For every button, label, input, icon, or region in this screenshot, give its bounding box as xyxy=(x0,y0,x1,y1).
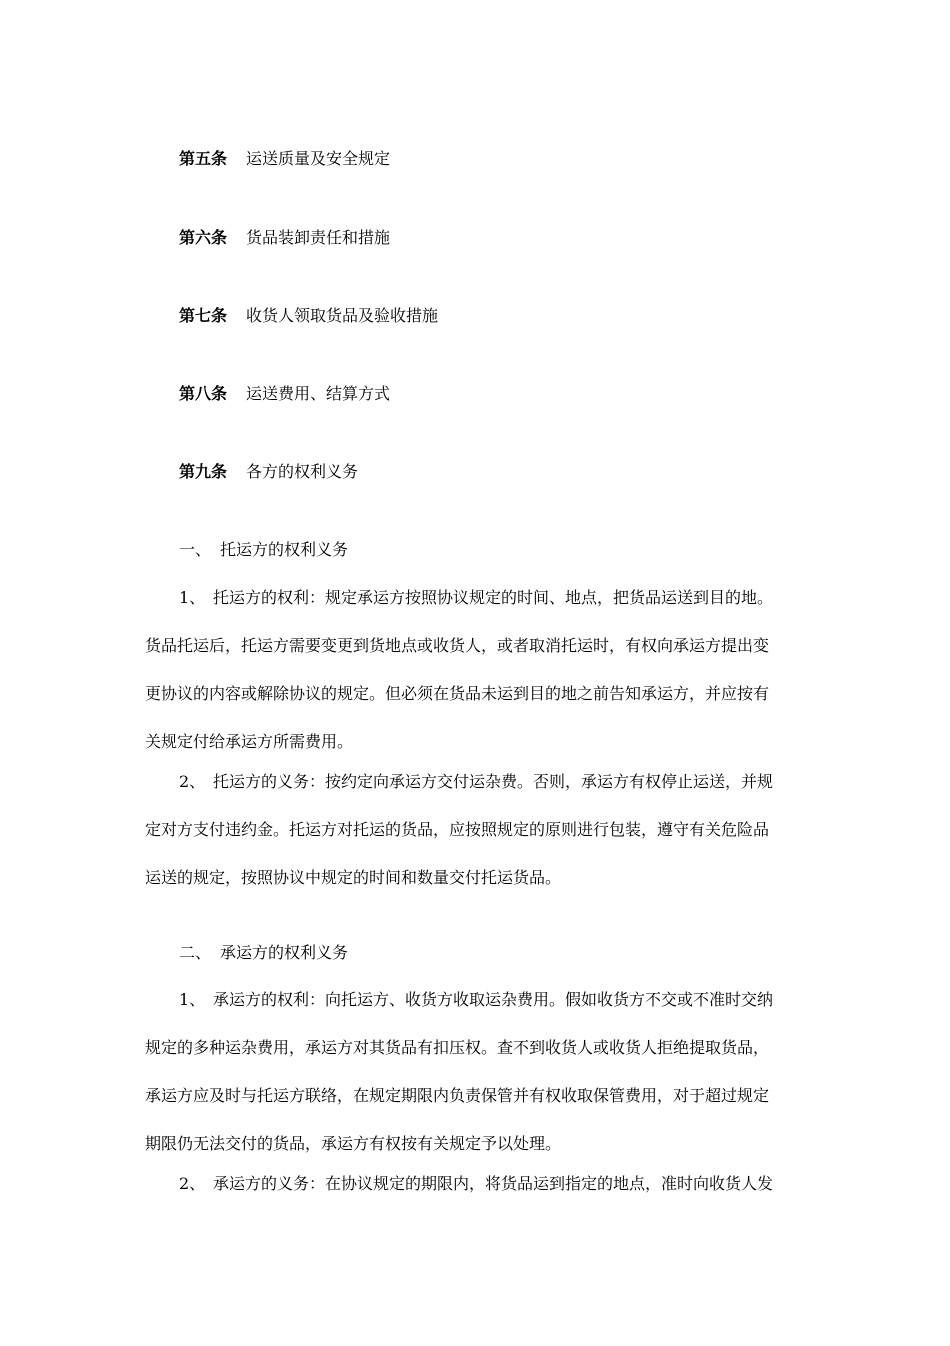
article-number: 第六条 xyxy=(179,228,228,247)
section-title: 托运方的权利义务 xyxy=(220,540,349,559)
paragraph-1-1 xyxy=(145,574,805,766)
article-6 xyxy=(179,228,390,248)
article-title: 各方的权利义务 xyxy=(246,462,359,481)
article-number: 第九条 xyxy=(179,462,228,481)
paragraph-number: 2、 xyxy=(179,772,206,791)
article-title: 收货人领取货品及验收措施 xyxy=(246,306,439,325)
paragraph-line: 货品托运后，托运方需要变更到货地点或收货人，或者取消托运时，有权向承运方提出变 xyxy=(145,636,770,655)
paragraph-line: 运送的规定，按照协议中规定的时间和数量交付托运货品。 xyxy=(145,868,562,887)
article-5 xyxy=(179,149,390,169)
paragraph-line: 2、 承运方的义务：在协议规定的期限内，将货品运到指定的地点，准时向收货人发 xyxy=(145,1160,805,1208)
section-title: 承运方的权利义务 xyxy=(220,943,349,962)
paragraph-number: 1、 xyxy=(179,588,206,607)
paragraph-number: 2、 xyxy=(179,1174,206,1193)
section-number: 一、 xyxy=(179,540,212,559)
article-number: 第八条 xyxy=(179,384,228,403)
article-title: 运送质量及安全规定 xyxy=(246,149,391,168)
paragraph-line: 关规定付给承运方所需费用。 xyxy=(145,732,354,751)
section-heading-2 xyxy=(179,943,348,963)
section-number: 二、 xyxy=(179,943,212,962)
paragraph-line: 1、 承运方的权利：向托运方、收货方收取运杂费用。假如收货方不交或不准时交纳 xyxy=(145,976,805,1024)
section-heading-1 xyxy=(179,540,348,560)
paragraph-1-2 xyxy=(145,758,805,902)
article-title: 运送费用、结算方式 xyxy=(246,384,391,403)
paragraph-line: 1、 托运方的权利：规定承运方按照协议规定的时间、地点，把货品运送到目的地。 xyxy=(145,574,805,622)
paragraph-line: 定对方支付违约金。托运方对托运的货品，应按照规定的原则进行包装，遵守有关危险品 xyxy=(145,820,770,839)
article-number: 第五条 xyxy=(179,149,228,168)
paragraph-line: 期限仍无法交付的货品，承运方有权按有关规定予以处理。 xyxy=(145,1134,562,1153)
paragraph-number: 1、 xyxy=(179,990,206,1009)
article-7 xyxy=(179,306,438,326)
paragraph-2-2 xyxy=(145,1160,805,1208)
article-9 xyxy=(179,462,358,482)
paragraph-line: 2、 托运方的义务：按约定向承运方交付运杂费。否则，承运方有权停止运送，并规 xyxy=(145,758,805,806)
paragraph-line: 更协议的内容或解除协议的规定。但必须在货品未运到目的地之前告知承运方，并应按有 xyxy=(145,684,770,703)
paragraph-line: 承运方应及时与托运方联络，在规定期限内负责保管并有权收取保管费用，对于超过规定 xyxy=(145,1086,770,1105)
article-number: 第七条 xyxy=(179,306,228,325)
paragraph-line: 规定的多种运杂费用，承运方对其货品有扣压权。查不到收货人或收货人拒绝提取货品， xyxy=(145,1038,770,1057)
article-8 xyxy=(179,384,390,404)
paragraph-2-1 xyxy=(145,976,805,1168)
article-title: 货品装卸责任和措施 xyxy=(246,228,391,247)
